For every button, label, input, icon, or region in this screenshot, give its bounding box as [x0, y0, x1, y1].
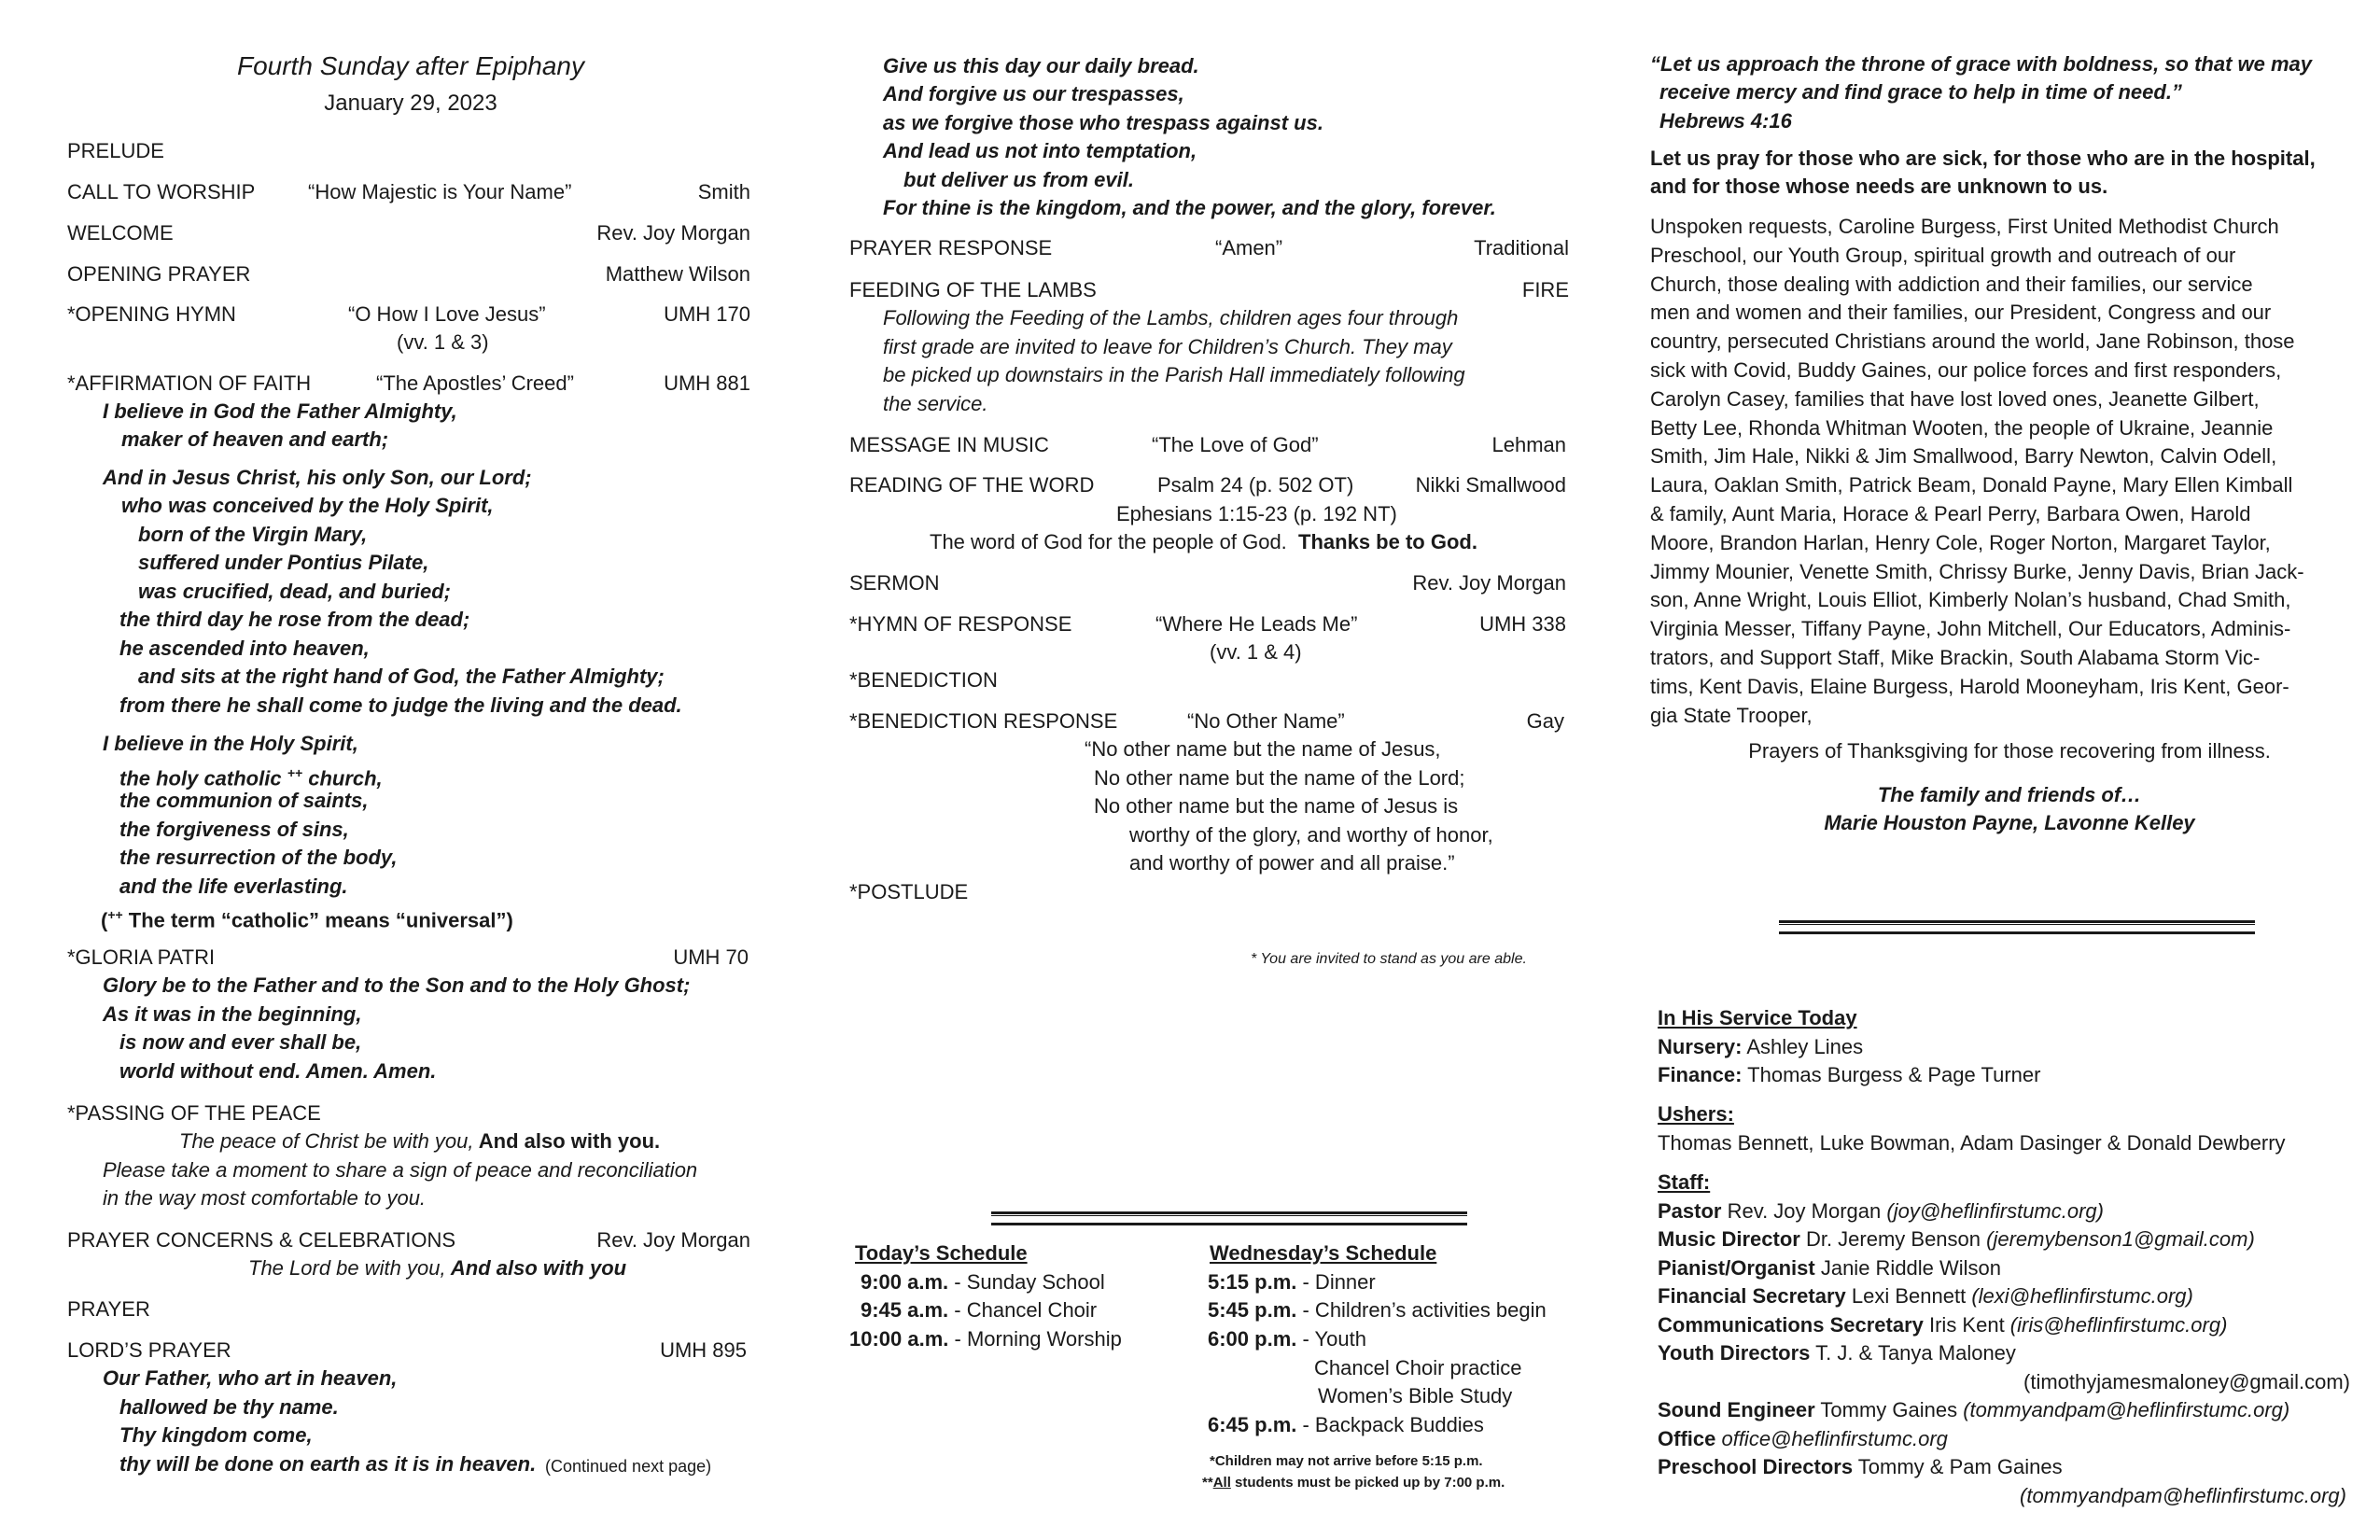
- benediction-label: *BENEDICTION: [849, 668, 998, 692]
- ben-response-title: “No Other Name”: [1187, 709, 1345, 733]
- peace-line: Please take a moment to share a sign of peace and reconciliation: [103, 1158, 698, 1182]
- lords-prayer-right: UMH 895: [660, 1338, 747, 1362]
- ben-lyric: No other name but the name of the Lord;: [1094, 766, 1465, 790]
- prayer-request-line: Laura, Oaklan Smith, Patrick Beam, Donald Payne, Mary Ellen Kimball: [1650, 473, 2293, 497]
- gloria-label: *GLORIA PATRI: [67, 945, 216, 969]
- family-heading: The family and friends of…: [1877, 783, 2142, 806]
- prayer-request-line: & family, Aunt Maria, Horace & Pearl Perry, Barbara Owen, Harold: [1650, 502, 2251, 525]
- creed-line: And in Jesus Christ, his only Son, our Lord;: [103, 466, 532, 489]
- page-title: Fourth Sunday after Epiphany: [236, 51, 584, 80]
- opening-hymn-right: UMH 170: [664, 302, 750, 326]
- opening-hymn-label: *OPENING HYMN: [67, 302, 236, 326]
- lords-line: Our Father, who art in heaven,: [103, 1366, 398, 1390]
- office-line: Office office@heflinfirstumc.org: [1658, 1427, 1948, 1450]
- service-heading: In His Service Today: [1658, 1006, 1857, 1029]
- prayer-response-title: “Amen”: [1215, 236, 1283, 259]
- lords-prayer-label: LORD’S PRAYER: [67, 1338, 231, 1362]
- creed-line: suffered under Pontius Pilate,: [138, 551, 429, 574]
- prayer-request-line: Church, those dealing with addiction and their families, our service: [1650, 272, 2253, 296]
- thanksgiving-note: Prayers of Thanksgiving for those recovering from illness.: [1748, 739, 2271, 763]
- staff-line: Communications Secretary Iris Kent (iris@heflinfirstumc.org): [1658, 1313, 2228, 1337]
- feeding-line: Following the Feeding of the Lambs, children ages four through: [883, 306, 1459, 329]
- finance-line: Finance: Thomas Burgess & Page Turner: [1658, 1063, 2041, 1086]
- wednesday-note: **All students must be picked up by 7:00 p.m.: [1202, 1475, 1505, 1491]
- message-right: Lehman: [1491, 433, 1566, 456]
- wednesday-sub: Women’s Bible Study: [1318, 1384, 1513, 1407]
- catholic-mark: ++: [287, 765, 303, 780]
- reading-label: READING OF THE WORD: [849, 473, 1095, 497]
- pray-intro: Let us pray for those who are sick, for those who are in the hospital,: [1650, 147, 2316, 170]
- prayer-request-line: Preschool, our Youth Group, spiritual growth and outreach of our: [1650, 243, 2236, 267]
- prayer-request-line: men and women and their families, our President, Congress and our: [1650, 301, 2272, 325]
- ben-lyric: “No other name but the name of Jesus,: [1085, 737, 1441, 761]
- prayer-request-line: Betty Lee, Rhonda Whitman Wooten, the people of Ukraine, Jeannie: [1650, 415, 2274, 440]
- message-label: MESSAGE IN MUSIC: [849, 433, 1049, 456]
- today-item: 9:00 a.m. - Sunday School: [861, 1270, 1105, 1294]
- reading-title: Psalm 24 (p. 502 OT): [1157, 473, 1354, 497]
- sound-line: Sound Engineer Tommy Gaines (tommyandpam@heflinfirstumc.org): [1658, 1398, 2290, 1421]
- message-title: “The Love of God”: [1152, 433, 1319, 456]
- concerns-right: Rev. Joy Morgan: [596, 1228, 750, 1252]
- creed-line: the communion of saints,: [119, 789, 369, 812]
- gloria-line: Glory be to the Father and to the Son and to the Holy Ghost;: [103, 973, 691, 997]
- prayer-request-line: Carolyn Casey, families that have lost loved ones, Jeanette Gilbert,: [1650, 386, 2260, 411]
- stand-note: * You are invited to stand as you are able.: [1251, 951, 1527, 967]
- lords-cont-line: For thine is the kingdom, and the power, and the glory, forever.: [883, 196, 1496, 219]
- prayer-request-line: Unspoken requests, Caroline Burgess, First United Methodist Church: [1650, 215, 2279, 238]
- ben-lyric: worthy of the glory, and worthy of honor,: [1129, 823, 1493, 847]
- lords-cont-line: And forgive us our trespasses,: [883, 82, 1184, 105]
- welcome-label: WELCOME: [67, 221, 174, 245]
- double-rule: [991, 1211, 1467, 1225]
- ben-lyric: and worthy of power and all praise.”: [1129, 851, 1455, 875]
- affirmation-right: UMH 881: [664, 371, 750, 395]
- reading-right: Nikki Smallwood: [1415, 473, 1566, 497]
- preschool-line: Preschool Directors Tommy & Pam Gaines: [1658, 1455, 2063, 1478]
- feeding-line: be picked up downstairs in the Parish Hall immediately following: [883, 363, 1465, 386]
- wednesday-item: 6:00 p.m. - Youth: [1208, 1327, 1367, 1351]
- reading-response: The word of God for the people of God. Thanks be to God.: [930, 530, 1477, 553]
- prayer-request-line: Jimmy Mounier, Venette Smith, Chrissy Burke, Jenny Davis, Brian Jack-: [1650, 559, 2304, 583]
- feeding-line: the service.: [883, 392, 988, 415]
- creed-line: the third day he rose from the dead;: [119, 608, 470, 631]
- creed-line: born of the Virgin Mary,: [138, 523, 368, 546]
- prayer-request-line: Moore, Brandon Harlan, Henry Cole, Roger Norton, Margaret Taylor,: [1650, 530, 2271, 554]
- continued-note: (Continued next page): [545, 1457, 712, 1476]
- wednesday-note: *Children may not arrive before 5:15 p.m.: [1210, 1453, 1483, 1469]
- prayer-request-line: Virginia Messer, Tiffany Payne, John Mitchell, Our Educators, Adminis-: [1650, 617, 2291, 641]
- service-date: January 29, 2023: [324, 91, 497, 116]
- lords-cont-line: as we forgive those who trespass against us.: [883, 111, 1323, 134]
- youth-email: (timothyjamesmaloney@gmail.com): [2023, 1370, 2350, 1393]
- gloria-right: UMH 70: [673, 945, 749, 969]
- creed-line: the holy catholic ++ church,: [119, 765, 383, 791]
- call-title: “How Majestic is Your Name”: [308, 180, 572, 203]
- opening-prayer-label: OPENING PRAYER: [67, 262, 251, 286]
- ushers-heading: Ushers:: [1658, 1102, 1734, 1126]
- creed-line: and the life everlasting.: [119, 875, 348, 898]
- hymn-response-right: UMH 338: [1479, 612, 1566, 636]
- ben-lyric: No other name but the name of Jesus is: [1094, 794, 1459, 818]
- pray-intro: and for those whose needs are unknown to us.: [1650, 175, 2108, 198]
- opening-prayer-right: Matthew Wilson: [605, 262, 750, 286]
- creed-line: was crucified, dead, and buried;: [138, 580, 451, 603]
- wednesday-item: 5:15 p.m. - Dinner: [1208, 1270, 1376, 1294]
- creed-line: maker of heaven and earth;: [121, 427, 389, 451]
- peace-label: *PASSING OF THE PEACE: [67, 1101, 321, 1125]
- creed-line: the resurrection of the body,: [119, 846, 398, 869]
- ushers-list: Thomas Bennett, Luke Bowman, Adam Dasinger & Donald Dewberry: [1658, 1131, 2286, 1155]
- staff-line: Music Director Dr. Jeremy Benson (jeremybenson1@gmail.com): [1658, 1227, 2255, 1251]
- creed-line: I believe in the Holy Spirit,: [103, 732, 358, 755]
- lords-line: Thy kingdom come,: [119, 1423, 313, 1447]
- gloria-line: is now and ever shall be,: [119, 1030, 362, 1054]
- feeding-right: FIRE: [1521, 278, 1569, 301]
- nursery-line: Nursery: Ashley Lines: [1658, 1035, 1864, 1058]
- staff-line: Financial Secretary Lexi Bennett (lexi@heflinfirstumc.org): [1658, 1284, 2193, 1308]
- prayer-request-line: sick with Covid, Buddy Gaines, our police forces and first responders,: [1650, 358, 2282, 382]
- prelude-label: PRELUDE: [67, 139, 164, 162]
- creed-line: from there he shall come to judge the living and the dead.: [119, 693, 682, 717]
- opening-hymn-verses: (vv. 1 & 3): [397, 330, 489, 354]
- ben-response-right: Gay: [1526, 709, 1564, 733]
- today-heading: Today’s Schedule: [855, 1241, 1028, 1265]
- staff-line: Youth Directors T. J. & Tanya Maloney: [1658, 1341, 2016, 1365]
- wednesday-item: 6:45 p.m. - Backpack Buddies: [1208, 1413, 1484, 1436]
- hymn-response-title: “Where He Leads Me”: [1155, 612, 1358, 636]
- double-rule: [1779, 920, 2255, 934]
- lords-cont-line: And lead us not into temptation,: [883, 139, 1197, 162]
- verse-ref: Hebrews 4:16: [1659, 109, 1792, 133]
- prayer-request-line: Smith, Jim Hale, Nikki & Jim Smallwood, Barry Newton, Calvin Odell,: [1650, 444, 2277, 469]
- verse-line: receive mercy and find grace to help in time of need.”: [1659, 80, 2182, 104]
- staff-line: Pastor Rev. Joy Morgan (joy@heflinfirstumc.org): [1658, 1199, 2104, 1223]
- catholic-note: (++ The term “catholic” means “universal”): [101, 907, 513, 932]
- creed-line: he ascended into heaven,: [119, 637, 370, 660]
- reading-second: Ephesians 1:15-23 (p. 192 NT): [1116, 502, 1397, 525]
- hymn-response-verses: (vv. 1 & 4): [1210, 640, 1302, 664]
- lords-line: hallowed be thy name.: [119, 1395, 339, 1419]
- concerns-response: The Lord be with you, And also with you: [248, 1256, 627, 1280]
- lords-cont-line: but deliver us from evil.: [903, 168, 1134, 191]
- lords-line: thy will be done on earth as it is in heaven.: [119, 1452, 537, 1476]
- prayer-response-label: PRAYER RESPONSE: [849, 236, 1053, 259]
- prayer-response-right: Traditional: [1474, 236, 1569, 259]
- postlude-label: *POSTLUDE: [849, 880, 969, 903]
- welcome-right: Rev. Joy Morgan: [596, 221, 750, 245]
- gloria-line: world without end. Amen. Amen.: [119, 1059, 437, 1083]
- wednesday-heading: Wednesday’s Schedule: [1210, 1241, 1437, 1265]
- creed-line: who was conceived by the Holy Spirit,: [121, 494, 494, 517]
- affirmation-title: “The Apostles’ Creed”: [376, 371, 574, 395]
- affirmation-label: *AFFIRMATION OF FAITH: [67, 371, 312, 395]
- creed-line: and sits at the right hand of God, the Father Almighty;: [138, 665, 665, 688]
- family-names: Marie Houston Payne, Lavonne Kelley: [1824, 811, 2195, 834]
- prayer-request-line: gia State Trooper,: [1650, 703, 1813, 727]
- opening-hymn-title: “O How I Love Jesus”: [348, 302, 546, 326]
- wednesday-item: 5:45 p.m. - Children’s activities begin: [1208, 1298, 1547, 1322]
- creed-line: I believe in God the Father Almighty,: [103, 399, 457, 423]
- prayer-label: PRAYER: [67, 1297, 150, 1321]
- today-item: 9:45 a.m. - Chancel Choir: [861, 1298, 1098, 1322]
- gloria-line: As it was in the beginning,: [103, 1002, 362, 1026]
- staff-heading: Staff:: [1658, 1170, 1711, 1194]
- verse-line: “Let us approach the throne of grace with boldness, so that we may: [1650, 52, 2313, 76]
- prayer-request-line: country, persecuted Christians around the world, Jane Robinson, those: [1650, 329, 2295, 354]
- preschool-email: (tommyandpam@heflinfirstumc.org): [2020, 1484, 2346, 1507]
- feeding-line: first grade are invited to leave for Children’s Church. They may: [883, 335, 1452, 358]
- concerns-label: PRAYER CONCERNS & CELEBRATIONS: [67, 1228, 456, 1252]
- call-right: Smith: [697, 180, 750, 203]
- call-label: CALL TO WORSHIP: [67, 180, 256, 203]
- ben-response-label: *BENEDICTION RESPONSE: [849, 709, 1118, 733]
- creed-line: the forgiveness of sins,: [119, 818, 349, 841]
- feeding-label: FEEDING OF THE LAMBS: [849, 278, 1097, 301]
- sermon-right: Rev. Joy Morgan: [1412, 571, 1566, 595]
- wednesday-sub: Chancel Choir practice: [1314, 1356, 1522, 1379]
- peace-line: in the way most comfortable to you.: [103, 1186, 427, 1210]
- sermon-label: SERMON: [849, 571, 940, 595]
- prayer-request-line: son, Anne Wright, Louis Elliot, Kimberly Nolan’s husband, Chad Smith,: [1650, 588, 2291, 612]
- lords-cont-line: Give us this day our daily bread.: [883, 54, 1199, 77]
- staff-line: Pianist/Organist Janie Riddle Wilson: [1658, 1256, 2002, 1280]
- prayer-request-line: tims, Kent Davis, Elaine Burgess, Harold Mooneyham, Iris Kent, Geor-: [1650, 674, 2289, 698]
- hymn-response-label: *HYMN OF RESPONSE: [849, 612, 1072, 636]
- peace-line: The peace of Christ be with you, And also with you.: [179, 1129, 661, 1153]
- prayer-request-line: trators, and Support Staff, Mike Brackin, South Alabama Storm Vic-: [1650, 646, 2261, 669]
- today-item: 10:00 a.m. - Morning Worship: [849, 1327, 1122, 1351]
